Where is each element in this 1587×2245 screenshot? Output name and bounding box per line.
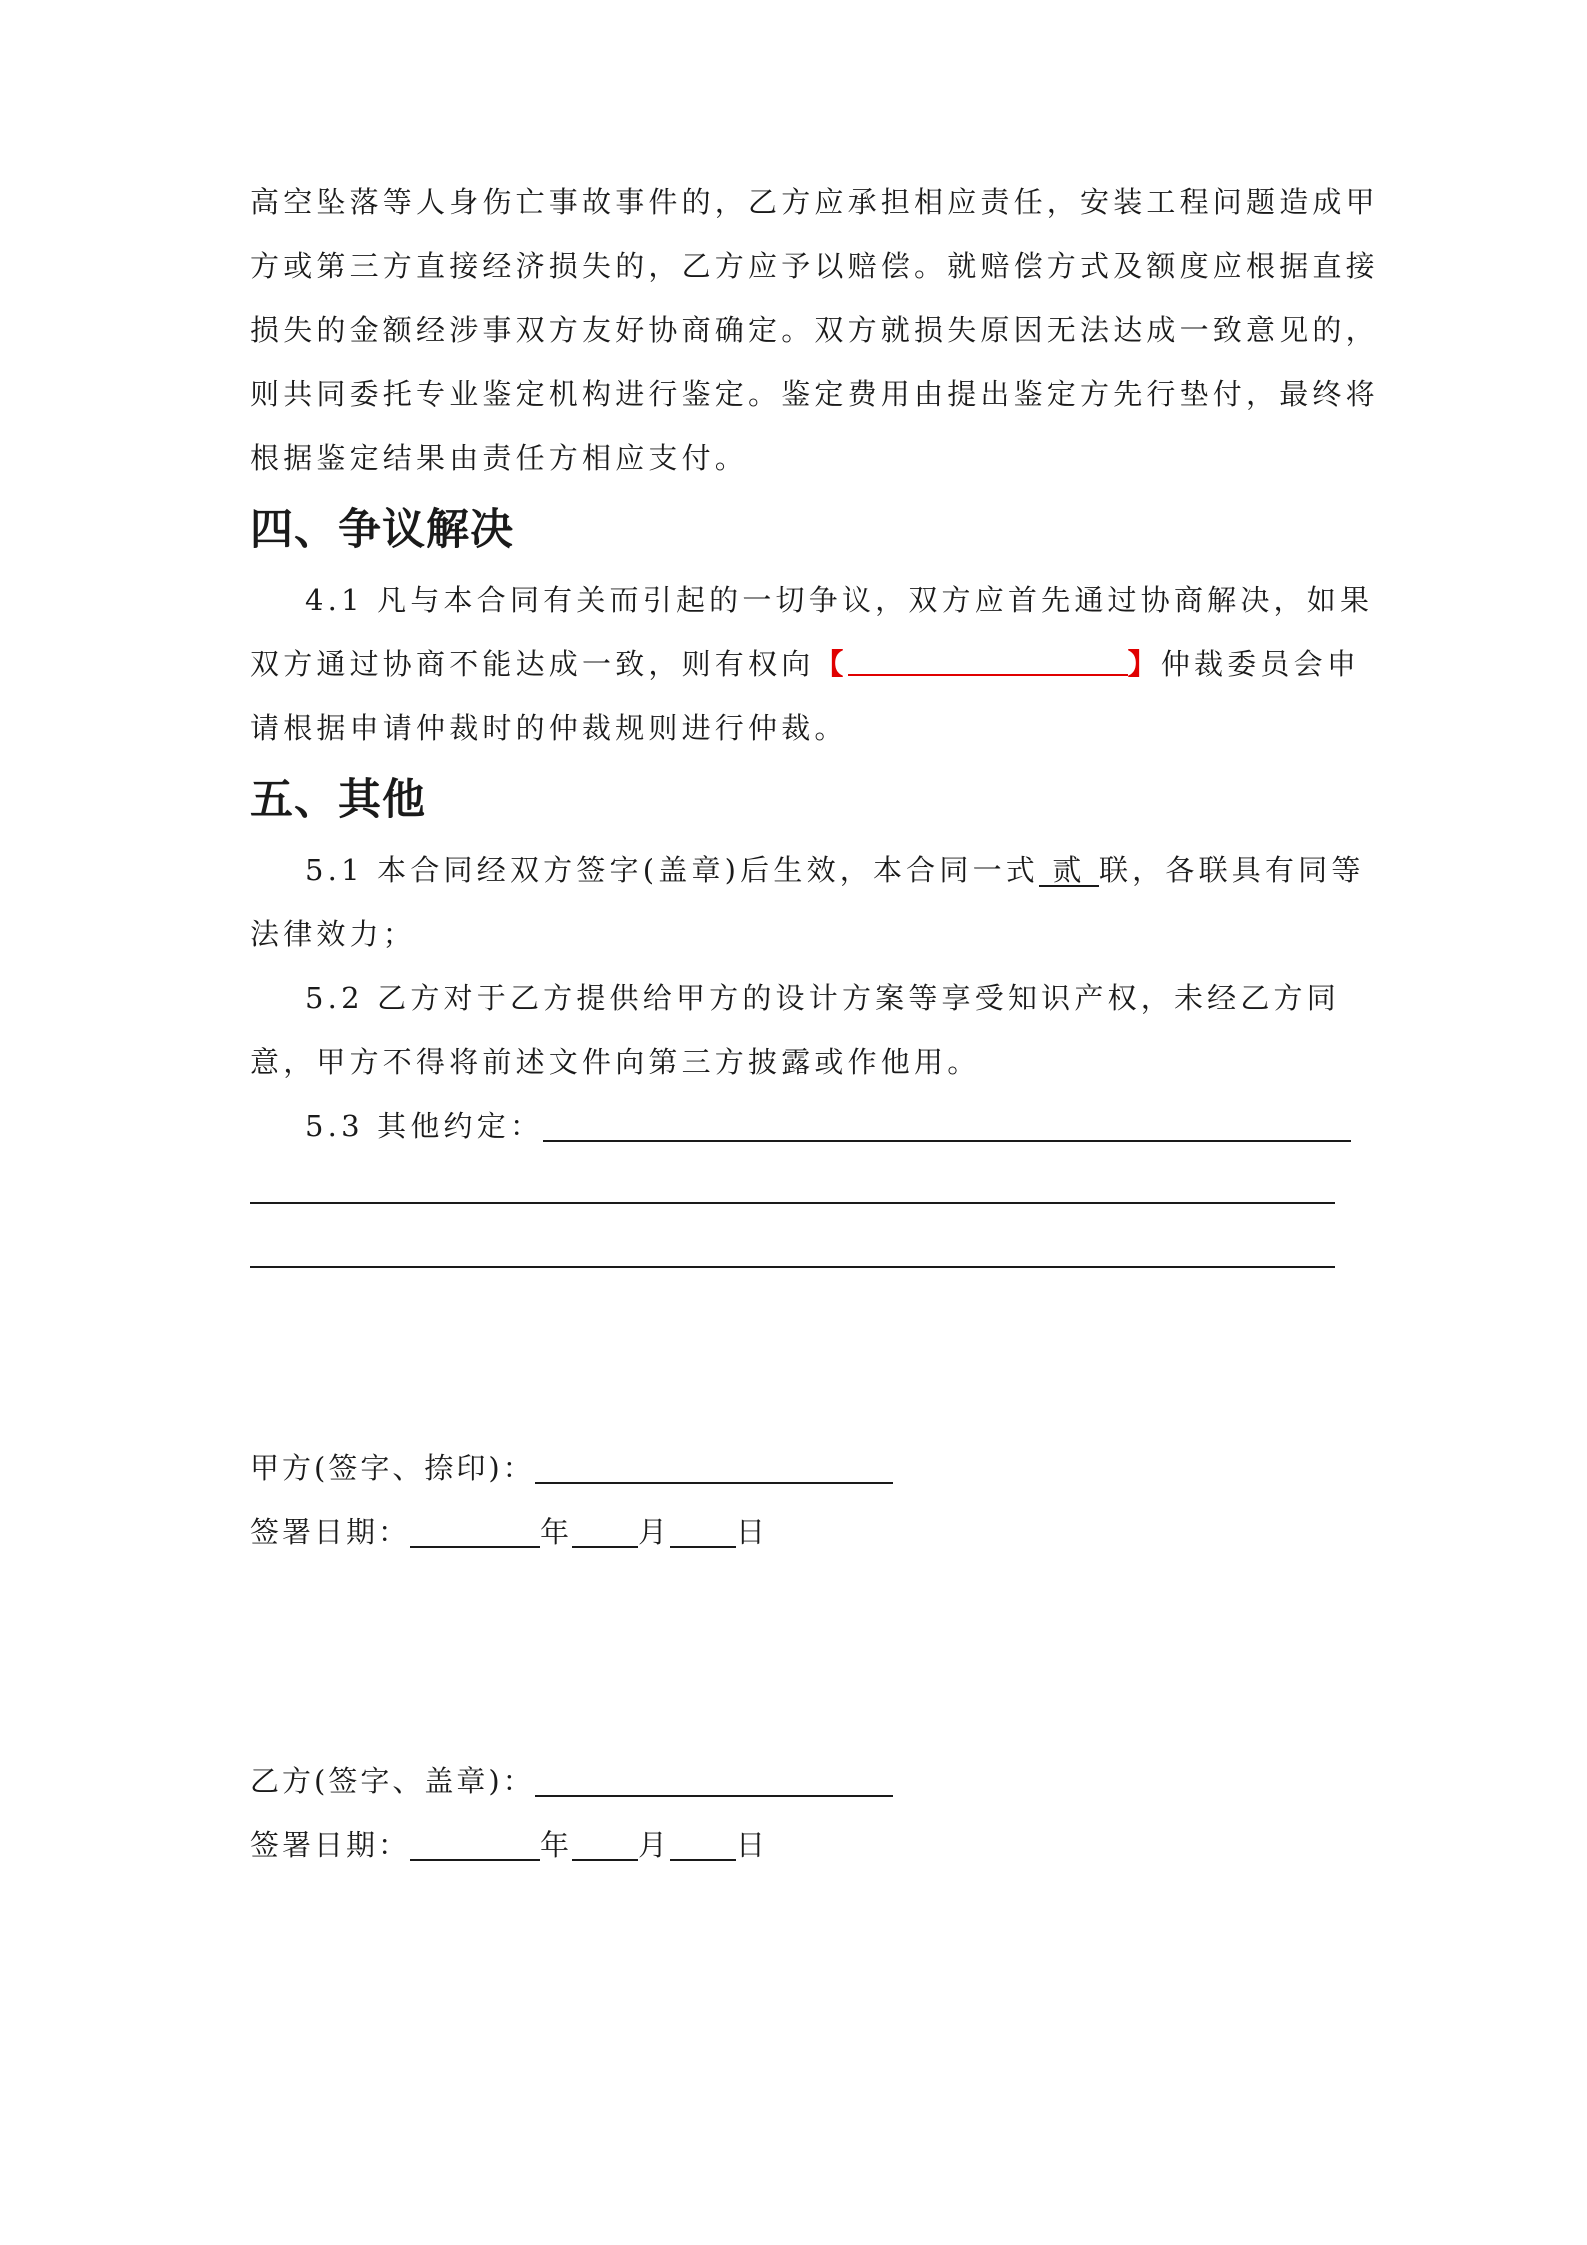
party-a-day-field[interactable] bbox=[670, 1516, 736, 1548]
clause-text: 高空坠落等人身伤亡事故事件的，乙方应承担相应责任，安装工程问题造成甲 bbox=[250, 185, 1379, 219]
party-b-sign-row bbox=[250, 1749, 1335, 1813]
party-a-date-label: 签署日期： bbox=[250, 1515, 411, 1549]
party-a-date-row bbox=[250, 1500, 1335, 1564]
party-b-date-label: 签署日期： bbox=[250, 1828, 411, 1862]
section-heading-dispute: 四、争议解决 bbox=[250, 505, 514, 555]
clause-text: 根据鉴定结果由责任方相应支付。 bbox=[250, 441, 749, 475]
other-terms-line[interactable] bbox=[250, 1204, 1335, 1268]
party-a-month-field[interactable] bbox=[572, 1516, 638, 1548]
party-b-day-field[interactable] bbox=[670, 1829, 736, 1861]
arbitration-commission-field[interactable] bbox=[848, 644, 1128, 676]
party-a-sign-row bbox=[250, 1436, 1335, 1500]
clause-5-1-text: 5.1 本合同经双方签字(盖章)后生效，本合同一式 bbox=[305, 853, 1039, 887]
clause-5-1-text: 法律效力； bbox=[250, 917, 417, 951]
clause-5-1-line1 bbox=[250, 838, 1365, 902]
month-label: 月 bbox=[638, 1828, 671, 1862]
party-b-year-field[interactable] bbox=[410, 1829, 540, 1861]
party-b-signature-field[interactable] bbox=[535, 1765, 893, 1797]
clause-5-2-text: 5.2 乙方对于乙方提供给甲方的设计方案等享受知识产权，未经乙方同 bbox=[305, 981, 1340, 1015]
year-label: 年 bbox=[540, 1515, 573, 1549]
contract-page bbox=[250, 170, 1379, 1877]
clause-5-2-text: 意，甲方不得将前述文件向第三方披露或作他用。 bbox=[250, 1045, 981, 1079]
clause-4-1-text: 仲裁委员会申 bbox=[1160, 647, 1361, 681]
party-b-sign-label: 乙方(签字、盖章)： bbox=[250, 1764, 535, 1798]
party-a-year-field[interactable] bbox=[410, 1516, 540, 1548]
clause-5-1-text: 联，各联具有同等 bbox=[1098, 853, 1365, 887]
party-a-signature-field[interactable] bbox=[535, 1452, 893, 1484]
bracket-open: 【 bbox=[814, 647, 848, 681]
clause-4-1-text: 双方通过协商不能达成一致，则有权向 bbox=[250, 647, 815, 681]
party-b-month-field[interactable] bbox=[572, 1829, 638, 1861]
clause-4-1-text: 请根据申请仲裁时的仲裁规则进行仲裁。 bbox=[250, 711, 848, 745]
clause-4-1-line2 bbox=[250, 632, 1361, 696]
party-b-date-row bbox=[250, 1813, 1335, 1877]
section-heading-other: 五、其他 bbox=[250, 775, 426, 825]
clause-text: 则共同委托专业鉴定机构进行鉴定。鉴定费用由提出鉴定方先行垫付，最终将 bbox=[250, 377, 1379, 411]
other-terms-field[interactable] bbox=[543, 1110, 1351, 1142]
clause-4-1-text: 4.1 凡与本合同有关而引起的一切争议，双方应首先通过协商解决，如果 bbox=[305, 583, 1374, 617]
party-a-sign-label: 甲方(签字、捺印)： bbox=[250, 1451, 535, 1485]
clause-text: 损失的金额经涉事双方友好协商确定。双方就损失原因无法达成一致意见的， bbox=[250, 313, 1379, 347]
bracket-close: 】 bbox=[1127, 647, 1161, 681]
day-label: 日 bbox=[736, 1515, 769, 1549]
day-label: 日 bbox=[736, 1828, 769, 1862]
clause-5-3-label: 5.3 其他约定： bbox=[305, 1109, 544, 1143]
month-label: 月 bbox=[638, 1515, 671, 1549]
year-label: 年 bbox=[540, 1828, 573, 1862]
copies-count-field[interactable]: 贰 bbox=[1039, 855, 1099, 887]
clause-text: 方或第三方直接经济损失的，乙方应予以赔偿。就赔偿方式及额度应根据直接 bbox=[250, 249, 1379, 283]
other-terms-line[interactable] bbox=[250, 1140, 1335, 1204]
